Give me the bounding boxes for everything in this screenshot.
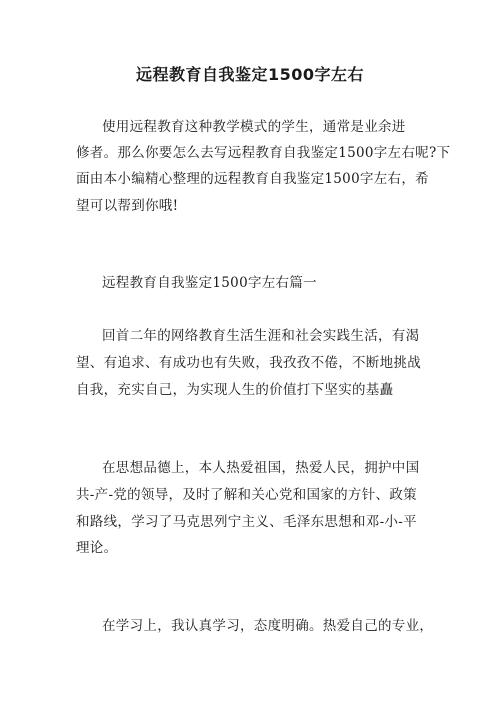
intro-line-1: 使用远程教育这种教学模式的学生，通常是业余进: [102, 119, 406, 135]
paragraph2-line-3: 和路线，学习了马克思列宁主义、毛泽东思想和邓-小-平: [76, 514, 417, 530]
intro-line-3: 面由本小编精心整理的远程教育自我鉴定1500字左右，希: [76, 171, 429, 187]
paragraph1-line-1: 回首二年的网络教育生活生涯和社会实践生活，有渴: [102, 328, 420, 344]
document-title: 远程教育自我鉴定1500字左右: [135, 65, 365, 84]
paragraph3-line-1: 在学习上，我认真学习，态度明确。热爱自己的专业，: [102, 618, 434, 634]
intro-line-2: 修者。那么你要怎么去写远程教育自我鉴定1500字左右呢?下: [76, 145, 451, 161]
paragraph2-line-4: 理论。: [76, 540, 118, 556]
intro-line-4: 望可以帮到你哦!: [76, 198, 179, 214]
paragraph2-line-2: 共-产-党的领导，及时了解和关心党和国家的方针、政策: [76, 487, 417, 503]
section-heading: 远程教育自我鉴定1500字左右篇一: [102, 275, 317, 291]
paragraph1-line-3: 自我，充实自己，为实现人生的价值打下坚实的基矗: [76, 382, 394, 398]
paragraph1-line-2: 望、有追求、有成功也有失败，我孜孜不倦，不断地挑战: [76, 355, 421, 371]
paragraph2-line-1: 在思想品德上，本人热爱祖国，热爱人民，拥护中国: [102, 460, 420, 476]
